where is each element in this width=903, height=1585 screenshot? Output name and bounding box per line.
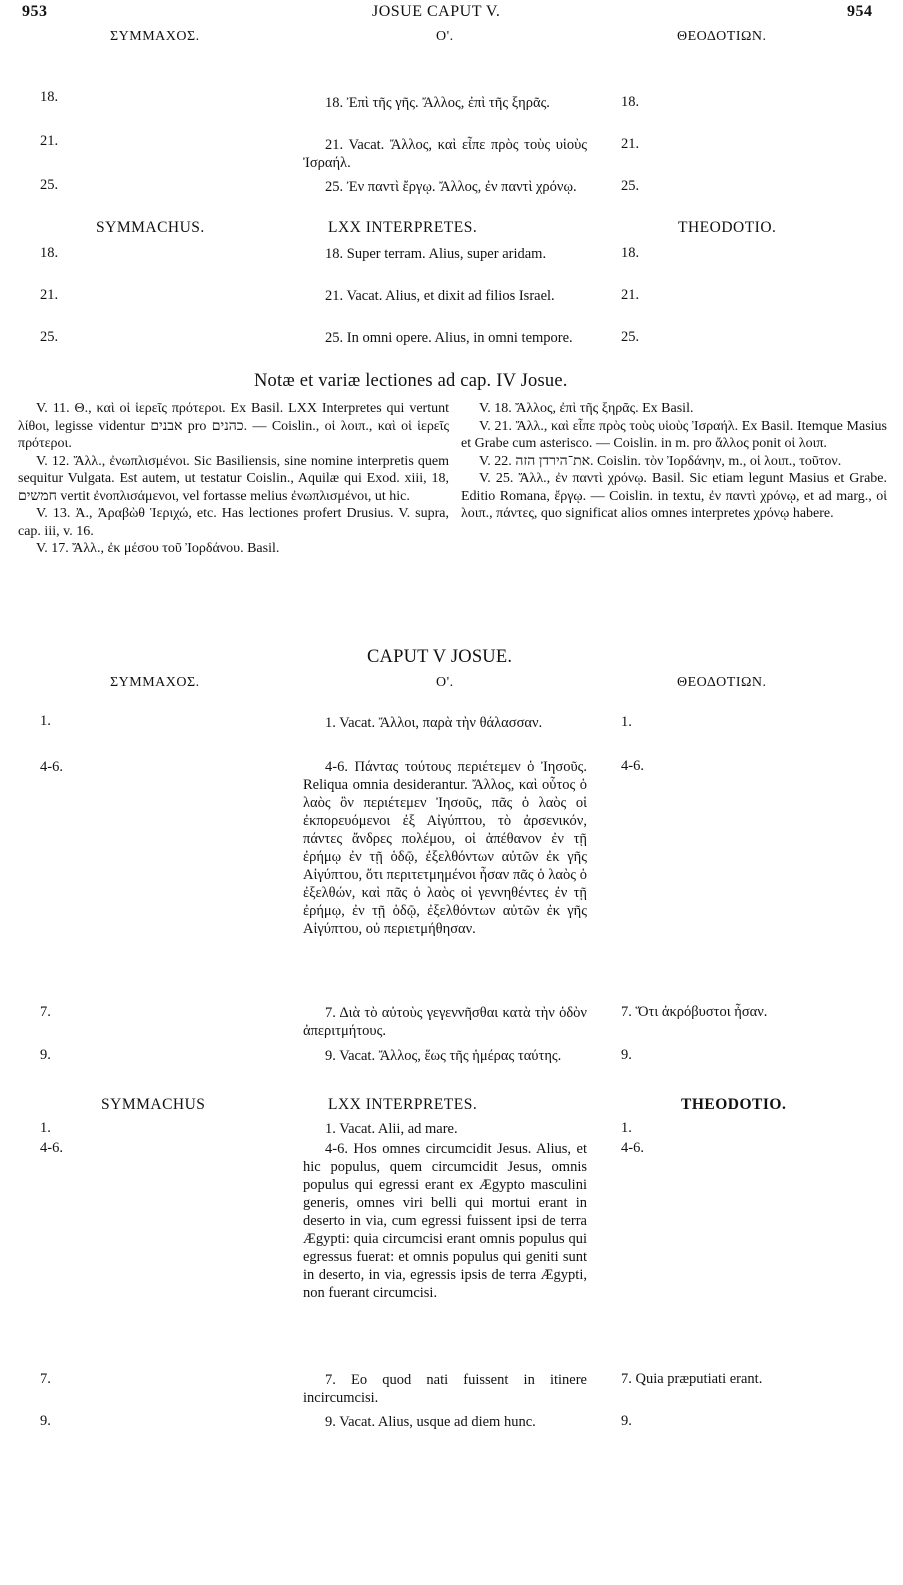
lxx-greek-verse: 9. Vacat. Ἄλλος, ἕως τῆς ἡμέρας ταύτης. xyxy=(325,1048,562,1064)
verse-number: 4-6. xyxy=(621,1140,644,1156)
col-header-symmachus-greek: ΣΥΜΜΑΧΟΣ. xyxy=(110,675,200,690)
note: V. 13. Ἀ., Ἀραβὼθ Ἱεριχώ, etc. Has lectiones profert Drusius. V. supra, cap. iii, v. 16. xyxy=(18,506,449,539)
note: V. 18. Ἄλλος, ἐπὶ τῆς ξηρᾶς. Ex Basil. xyxy=(479,401,694,416)
verse-number: 18. xyxy=(621,245,640,261)
verse-number: 25. xyxy=(40,177,59,193)
verse-number: 1. xyxy=(40,1120,51,1136)
note: V. 12. Ἄλλ., ἐνωπλισμένοι. Sic Basiliensis, sine nomine interpretis quem sequitur Vulgata. Est autem, ut testatur Coislin., Aquilæ qui Exod. xiii, 18, חמשים vertit ἐνοπλισάμενοι, vel fortasse melius ἐνωπλισμένοι, ut hic. xyxy=(18,453,449,504)
col-header-lxx-greek: Ο'. xyxy=(436,675,454,690)
verse-number: 7. xyxy=(40,1004,51,1020)
verse-number: 18. xyxy=(40,245,59,261)
verse-number: 1. xyxy=(621,714,632,730)
col-header-lxx-greek: Ο'. xyxy=(436,29,454,44)
verse-number: 9. xyxy=(621,1047,632,1063)
verse-number: 7. xyxy=(40,1371,51,1387)
note: V. 21. Ἄλλ., καὶ εἶπε πρὸς τοὺς υἱοὺς Ἰσραήλ. Ex Basil. Itemque Masius et Grabe cum asterisco. — Coislin. in m. pro ἄλλος ponit οἱ λοιπ. xyxy=(461,418,887,451)
lxx-greek-verse: 18. Ἐπὶ τῆς γῆς. Ἄλλος, ἐπὶ τῆς ξηρᾶς. xyxy=(325,95,550,111)
lxx-latin-verse: 18. Super terram. Alius, super aridam. xyxy=(325,246,547,262)
col-header-symmachus-greek: ΣΥΜΜΑΧΟΣ. xyxy=(110,29,200,44)
theodotion-verse: 7. Ὅτι ἀκρόβυστοι ἦσαν. xyxy=(621,1004,768,1020)
note: V. 25. Ἄλλ., ἐν παντὶ χρόνῳ. Basil. Sic etiam legunt Masius et Grabe. Editio Romana, ἔργῳ. — Coislin. in textu, ἐν παντὶ χρόνῳ, et ad marg., οἱ λοιπ., πάντες, quo significat alios omnes interpretes χρόνῳ habere. xyxy=(461,471,887,521)
lxx-latin-verse: 21. Vacat. Alius, et dixit ad filios Israel. xyxy=(325,288,555,304)
verse-number: 1. xyxy=(40,713,51,729)
lxx-greek-verse: 25. Ἐν παντὶ ἔργῳ. Ἄλλος, ἐν παντὶ χρόνῳ. xyxy=(325,179,577,195)
col-header-lxx-latin: LXX INTERPRETES. xyxy=(328,219,478,236)
verse-number: 1. xyxy=(621,1120,632,1136)
lxx-greek-verse: 1. Vacat. Ἄλλοι, παρὰ τὴν θάλασσαν. xyxy=(325,715,543,731)
notes-right-column xyxy=(461,400,887,523)
lxx-greek-verse: 4-6. Πάντας τούτους περιέτεμεν ὁ Ἰησοῦς. Reliqua omnia desiderantur. Ἄλλος, καὶ οὗτος ὁ λαὸς ὃν περιέτεμεν Ἰησοῦς, πᾶς ὁ λαὸς οἱ ἐκπορευόμενοι ἐξ Αἰγύπτου, τὸ ἀρσενικόν, πάντες ἄνδρες πολέμου, οἱ ἀπέθανον ἐν τῇ ἐρήμῳ ἐν τῇ ὁδῷ, ἐξελθόντων αὐτῶν ἐκ γῆς Αἰγύπτου, ὅτι περιτετμημένοι ἦσαν πᾶς ὁ λαὸς ὁ ἐξελθών, καὶ πᾶς ὁ λαὸς οἱ γεννηθέντες ἐν τῇ ἐρήμῳ, ἐν τῇ ὁδῷ, ἐξελθόντων αὐτῶν ἐκ γῆς Αἰγύπτου, οὐ περιετμήθησαν. xyxy=(303,759,587,937)
page-number-left: 953 xyxy=(22,3,48,20)
verse-number: 9. xyxy=(621,1413,632,1429)
lxx-greek-verse: 21. Vacat. Ἄλλος, καὶ εἶπε πρὸς τοὺς υἱοὺς Ἰσραήλ. xyxy=(303,137,587,171)
theodotio-verse: 7. Quia præputiati erant. xyxy=(621,1371,763,1387)
lxx-greek-verse: 7. Διὰ τὸ αὐτοὺς γεγεννῆσθαι κατὰ τὴν ὁδὸν ἀπεριτμήτους. xyxy=(303,1005,587,1039)
running-title: JOSUE CAPUT V. xyxy=(372,3,501,20)
verse-number: 21. xyxy=(40,133,59,149)
lxx-latin-verse: 4-6. Hos omnes circumcidit Jesus. Alius, et hic populus, quem circumcidit Jesus, omnis populus qui egressi erant ex Ægypto masculini generis, omnes viri belli qui mortui erant in deserto in via, cum egressi fuissent ipsi de terra Ægypti: quia circumcisi erant omnis populus qui egressus fuerat: et omnis populus qui geniti sunt in deserto, in via, egressis ipsis de terra Ægypti, non fuerant circumcisi. xyxy=(303,1141,587,1301)
verse-number: 4-6. xyxy=(40,759,63,775)
note: V. 17. Ἄλλ., ἐκ μέσου τοῦ Ἰορδάνου. Basil. xyxy=(36,541,280,556)
lxx-latin-verse: 1. Vacat. Alii, ad mare. xyxy=(325,1121,458,1137)
lxx-latin-verse: 25. In omni opere. Alius, in omni tempore. xyxy=(325,330,573,346)
verse-number: 25. xyxy=(621,329,640,345)
lxx-latin-verse: 7. Eo quod nati fuissent in itinere incircumcisi. xyxy=(303,1372,587,1406)
verse-number: 9. xyxy=(40,1413,51,1429)
verse-number: 4-6. xyxy=(40,1140,63,1156)
col-header-theodotion-greek: ΘΕΟΔΟΤΙΩΝ. xyxy=(677,29,767,44)
verse-number: 25. xyxy=(40,329,59,345)
verse-number: 9. xyxy=(40,1047,51,1063)
col-header-theodotio-latin: THEODOTIO. xyxy=(678,219,777,236)
notes-left-column xyxy=(18,400,449,558)
col-header-lxx-latin: LXX INTERPRETES. xyxy=(328,1096,478,1113)
verse-number: 25. xyxy=(621,178,640,194)
note: V. 11. Θ., καὶ οἱ ἱερεῖς πρότεροι. Ex Basil. LXX Interpretes qui vertunt λίθοι, legisse videntur אבנים pro כהנים. — Coislin., οἱ λοιπ., καὶ οἱ ἱερεῖς πρότεροι. xyxy=(18,401,449,451)
notes-title: Notæ et variæ lectiones ad cap. IV Josue. xyxy=(254,371,568,391)
chapter-title: CAPUT V JOSUE. xyxy=(367,647,513,667)
verse-number: 18. xyxy=(40,89,59,105)
col-header-theodotio-latin: THEODOTIO. xyxy=(681,1096,787,1113)
verse-number: 18. xyxy=(621,94,640,110)
verse-number: 4-6. xyxy=(621,758,644,774)
col-header-theodotion-greek: ΘΕΟΔΟΤΙΩΝ. xyxy=(677,675,767,690)
lxx-latin-verse: 9. Vacat. Alius, usque ad diem hunc. xyxy=(325,1414,536,1430)
page-number-right: 954 xyxy=(847,3,873,20)
note: V. 22. את־הירדן הזה. Coislin. τὸν Ἰορδάνην, m., οἱ λοιπ., τοῦτον. xyxy=(479,453,842,469)
col-header-symmachus-latin: SYMMACHUS. xyxy=(96,219,205,236)
col-header-symmachus-latin: SYMMACHUS xyxy=(101,1096,206,1113)
verse-number: 21. xyxy=(621,287,640,303)
verse-number: 21. xyxy=(40,287,59,303)
verse-number: 21. xyxy=(621,136,640,152)
